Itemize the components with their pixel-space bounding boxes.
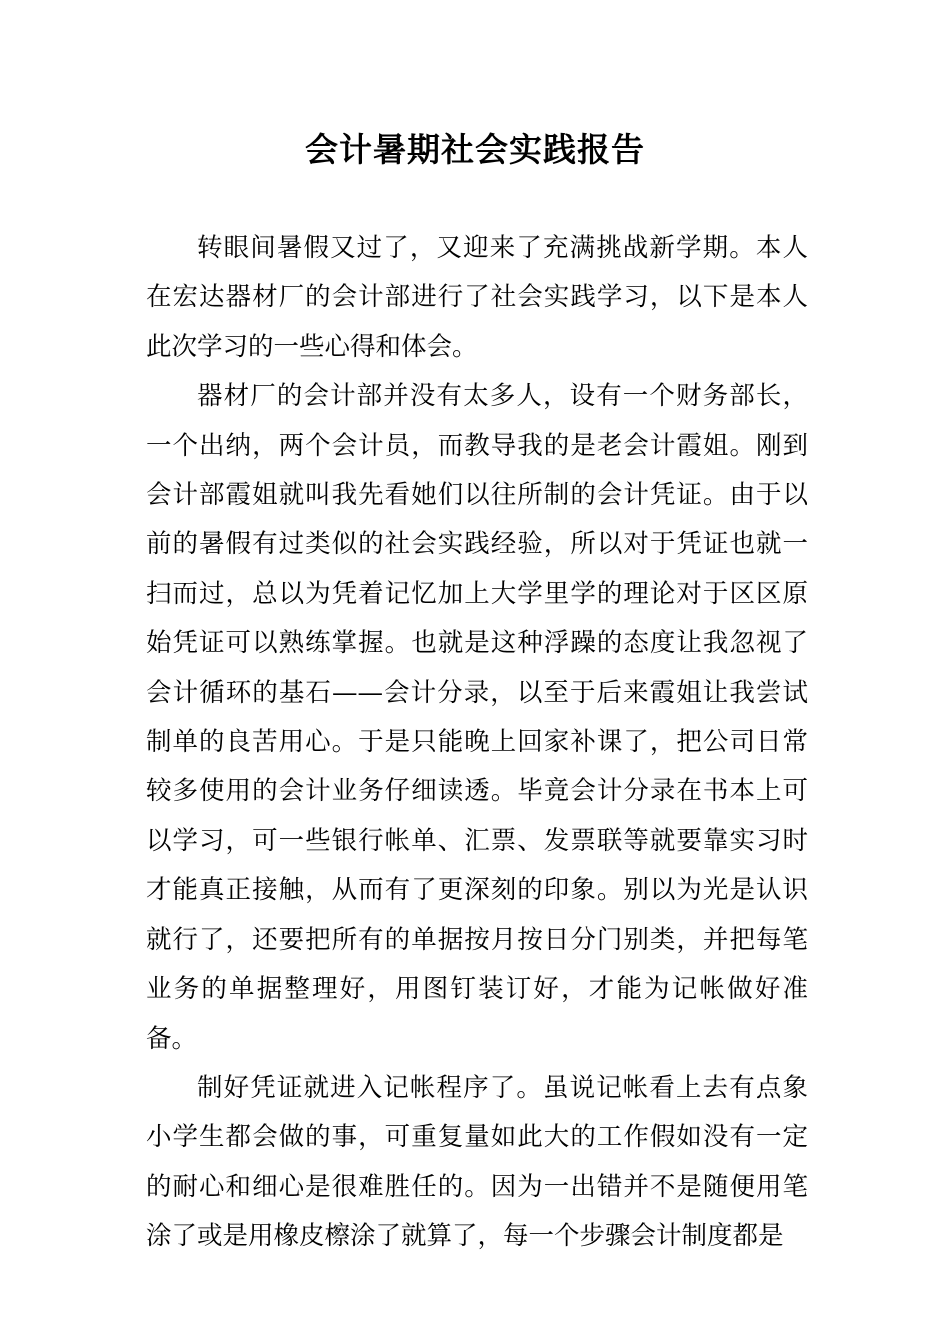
paragraph: 器材厂的会计部并没有太多人，设有一个财务部长，一个出纳，两个会计员，而教导我的是老会计霞姐。刚到会计部霞姐就叫我先看她们以往所制的会计凭证。由于以前的暑假有过类似的社会实践经验，所以对于凭证也就一扫而过，总以为凭着记忆加上大学里学的理论对于区区原始凭证可以熟练掌握。也就是这种浮躁的态度让我忽视了会计循环的基石——会计分录，以至于后来霞姐让我尝试制单的良苦用心。于是只能晚上回家补课了，把公司日常较多使用的会计业务仔细读透。毕竟会计分录在书本上可以学习，可一些银行帐单、汇票、发票联等就要靠实习时才能真正接触，从而有了更深刻的印象。别以为光是认识就行了，还要把所有的单据按月按日分门别类，并把每笔业务的单据整理好，用图钉装订好，才能为记帐做好准备。 — [146, 381, 808, 1054]
paragraph: 制好凭证就进入记帐程序了。虽说记帐看上去有点象小学生都会做的事，可重复量如此大的工作假如没有一定的耐心和细心是很难胜任的。因为一出错并不是随便用笔涂了或是用橡皮檫涂了就算了，每一个步骤会计制度都是 — [146, 1072, 808, 1252]
document-body — [146, 224, 808, 1262]
paragraph: 转眼间暑假又过了，又迎来了充满挑战新学期。本人在宏达器材厂的会计部进行了社会实践学习，以下是本人此次学习的一些心得和体会。 — [146, 233, 808, 362]
page-title: 会计暑期社会实践报告 — [305, 130, 645, 169]
